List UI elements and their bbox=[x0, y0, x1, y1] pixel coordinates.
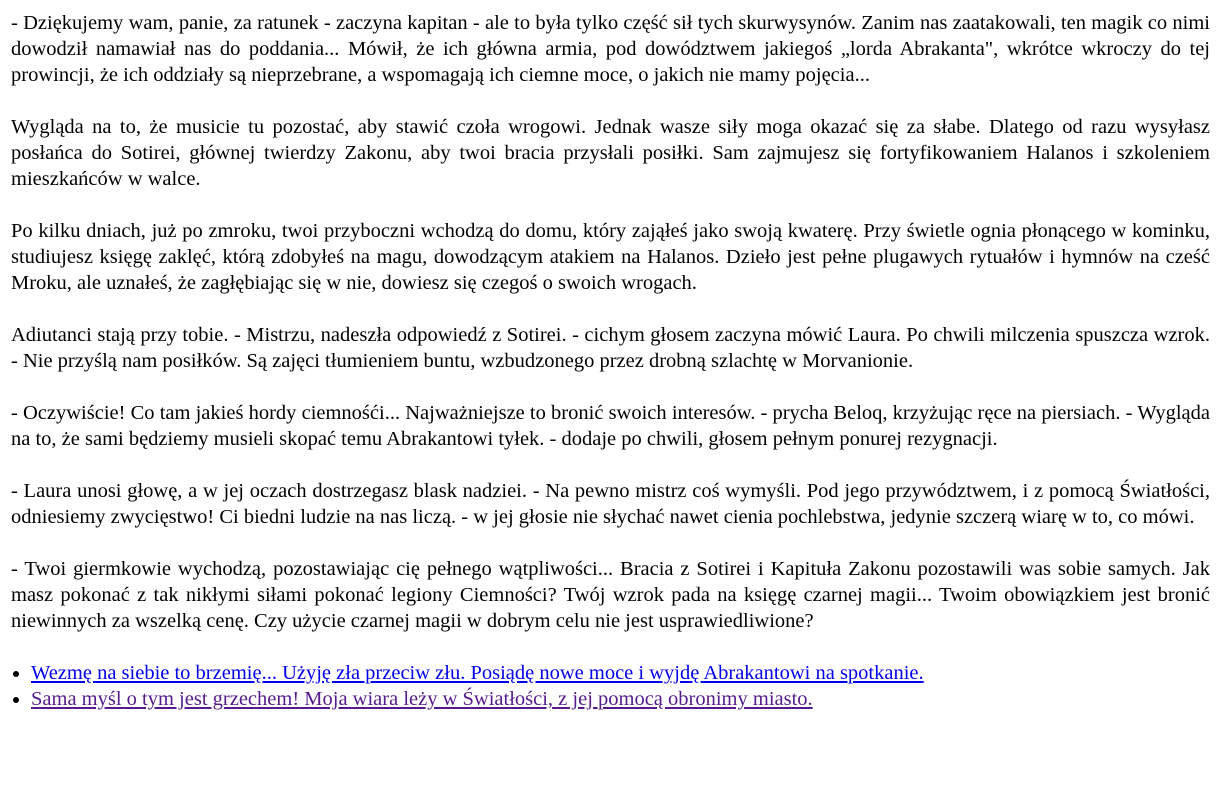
story-paragraph-6: - Laura unosi głowę, a w jej oczach dostrzegasz blask nadziei. - Na pewno mistrz coś wymyśli. Pod jego przywództwem, i z pomocą Światłości, odniesiemy zwycięstwo! Ci biedni ludzie na nas liczą. - w jej głosie nie słychać nawet cienia pochlebstwa, jedynie szczerą wiarę w to, co mówi. bbox=[11, 480, 1210, 528]
story-paragraph-1: - Dziękujemy wam, panie, za ratunek - zaczyna kapitan - ale to była tylko część sił tych skurwysynów. Zanim nas zaatakowali, ten magik co nimi dowodził namawiał nas do poddania... Mówił, że ich główna armia, pod dowództwem jakiegoś „lorda Abrakanta", wkrótce wkroczy do tej prowincji, że ich oddziały są nieprzebrane, a wspomagają ich ciemne moce, o jakich nie mamy pojęcia... bbox=[11, 12, 1210, 86]
choice-list bbox=[11, 660, 1210, 712]
choice-link-black-magic[interactable]: Wezmę na siebie to brzemię... Użyję zła przeciw złu. Posiądę nowe moce i wyjdę Abrakantowi na spotkanie. bbox=[31, 662, 924, 684]
story-paragraph-3: Po kilku dniach, już po zmroku, twoi przyboczni wchodzą do domu, który zająłeś jako swoją kwaterę. Przy świetle ognia płonącego w kominku, studiujesz księgę zaklęć, którą zdobyłeś na magu, dowodzącym atakiem na Halanos. Dzieło jest pełne plugawych rytuałów i hymnów na cześć Mroku, ale uznałeś, że zagłębiając się w nie, dowiesz się czegoś o swoich wrogach. bbox=[11, 220, 1210, 294]
story-paragraph-2: Wygląda na to, że musicie tu pozostać, aby stawić czoła wrogowi. Jednak wasze siły moga okazać się za słabe. Dlatego od razu wysyłasz posłańca do Sotirei, głównej twierdzy Zakonu, aby twoi bracia przysłali posiłki. Sam zajmujesz się fortyfikowaniem Halanos i szkoleniem mieszkańców w walce. bbox=[11, 116, 1210, 190]
choice-link-faith-in-light[interactable]: Sama myśl o tym jest grzechem! Moja wiara leży w Światłości, z jej pomocą obronimy miasto. bbox=[31, 688, 813, 710]
story-paragraph-4: Adiutanci stają przy tobie. - Mistrzu, nadeszła odpowiedź z Sotirei. - cichym głosem zaczyna mówić Laura. Po chwili milczenia spuszcza wzrok. - Nie przyślą nam posiłków. Są zajęci tłumieniem buntu, wzbudzonego przez drobną szlachtę w Morvanionie. bbox=[11, 324, 1210, 372]
story-paragraph-7: - Twoi giermkowie wychodzą, pozostawiając cię pełnego wątpliwości... Bracia z Sotirei i Kapituła Zakonu pozostawili was sobie samych. Jak masz pokonać z tak nikłymi siłami pokonać legiony Ciemności? Twój wzrok pada na księgę czarnej magii... Twoim obowiązkiem jest bronić niewinnych za wszelką cenę. Czy użycie czarnej magii w dobrym celu nie jest usprawiedliwione? bbox=[11, 558, 1210, 632]
choice-item-2 bbox=[31, 686, 1210, 712]
story-paragraph-5: - Oczywiście! Co tam jakieś hordy ciemnośći... Najważniejsze to bronić swoich interesów. - prycha Beloq, krzyżując ręce na piersiach. - Wygląda na to, że sami będziemy musieli skopać temu Abrakantowi tyłek. - dodaje po chwili, głosem pełnym ponurej rezygnacji. bbox=[11, 402, 1210, 450]
choice-item-1 bbox=[31, 660, 1210, 686]
